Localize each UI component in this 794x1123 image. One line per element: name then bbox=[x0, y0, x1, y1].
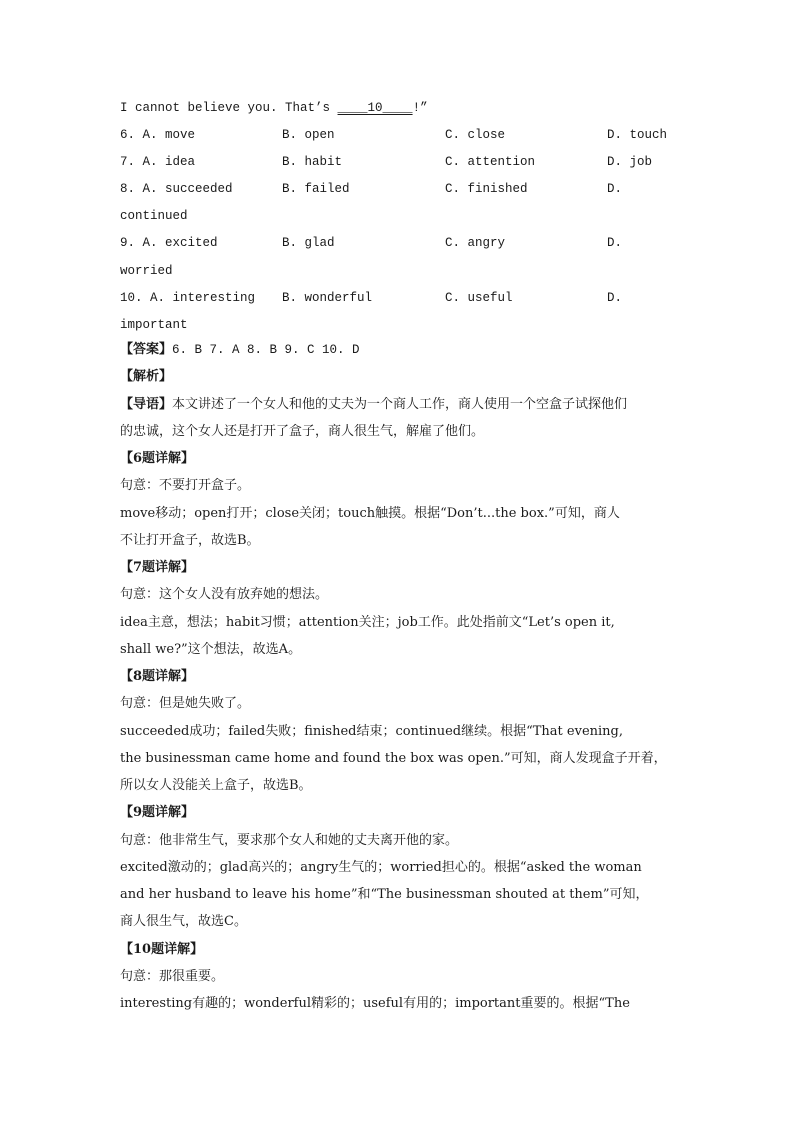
option-d: D. touch bbox=[607, 128, 668, 142]
answer-label: 【答案】 bbox=[120, 342, 173, 357]
guide-line-2: 的忠诚，这个女人还是打开了盒子，商人很生气，解雇了他们。 bbox=[120, 424, 485, 439]
answer-text: 6. B 7. A 8. B 9. C 10. D bbox=[172, 343, 360, 357]
q10-title: 【10题详解】 bbox=[120, 942, 204, 957]
option-b: B. failed bbox=[282, 182, 350, 196]
option-d: D. bbox=[607, 236, 623, 250]
q6-line-1: move移动；open打开；close关闭；touch触摸。根据“Don’t...the box.”可知，商人 bbox=[120, 506, 620, 521]
option-d: D. bbox=[607, 291, 623, 305]
q7-line-2: shall we?”这个想法，故选A。 bbox=[120, 642, 302, 657]
guide-text-1: 本文讲述了一个女人和他的丈夫为一个商人工作，商人使用一个空盒子试探他们 bbox=[172, 397, 628, 412]
option-c: C. attention bbox=[445, 155, 536, 169]
option-d-wrap: continued bbox=[120, 209, 188, 223]
q7-title: 【7题详解】 bbox=[120, 560, 195, 575]
answer-line bbox=[120, 342, 360, 358]
option-b: B. habit bbox=[282, 155, 343, 169]
guide-label: 【导语】 bbox=[120, 397, 173, 412]
option-a: 7. A. idea bbox=[120, 155, 196, 169]
option-d: D. job bbox=[607, 155, 653, 169]
option-a: 10. A. interesting bbox=[120, 291, 256, 305]
analysis-label: 【解析】 bbox=[120, 369, 173, 384]
q7-meaning: 句意：这个女人没有放弃她的想法。 bbox=[120, 587, 329, 602]
q7-line-1: idea主意，想法；habit习惯；attention关注；job工作。此处指前文“Let’s open it, bbox=[120, 615, 615, 630]
option-a: 9. A. excited bbox=[120, 236, 218, 250]
option-b: B. open bbox=[282, 128, 335, 142]
option-a: 6. A. move bbox=[120, 128, 196, 142]
q10-meaning: 句意：那很重要。 bbox=[120, 969, 225, 984]
option-c: C. finished bbox=[445, 182, 528, 196]
option-b: B. glad bbox=[282, 236, 335, 250]
option-d: D. bbox=[607, 182, 623, 196]
q8-line-1: succeeded成功；failed失败；finished结束；continued继续。根据“That evening, bbox=[120, 724, 623, 739]
q9-meaning: 句意：他非常生气，要求那个女人和她的丈夫离开他的家。 bbox=[120, 833, 459, 848]
guide-line-1 bbox=[120, 397, 627, 413]
answer-blank-10: ____10____ bbox=[337, 101, 413, 115]
q9-line-3: 商人很生气，故选C。 bbox=[120, 914, 247, 929]
option-d-wrap: important bbox=[120, 318, 188, 332]
q6-line-2: 不让打开盒子，故选B。 bbox=[120, 533, 260, 548]
q8-title: 【8题详解】 bbox=[120, 669, 195, 684]
option-c: C. useful bbox=[445, 291, 513, 305]
q10-line-1: interesting有趣的；wonderful精彩的；useful有用的；important重要的。根据“The bbox=[120, 996, 630, 1011]
option-a: 8. A. succeeded bbox=[120, 182, 233, 196]
q6-meaning: 句意：不要打开盒子。 bbox=[120, 478, 251, 493]
q8-line-2: the businessman came home and found the box was open.”可知，商人发现盒子开着， bbox=[120, 751, 667, 766]
q8-meaning: 句意：但是她失败了。 bbox=[120, 696, 251, 711]
q9-line-1: excited激动的；glad高兴的；angry生气的；worried担心的。根据“asked the woman bbox=[120, 860, 642, 875]
q9-title: 【9题详解】 bbox=[120, 805, 195, 820]
intro-suffix: !” bbox=[412, 101, 428, 115]
intro-prefix: I cannot believe you. That’s bbox=[120, 101, 338, 115]
q9-line-2: and her husband to leave his home”和“The businessman shouted at them”可知， bbox=[120, 887, 649, 902]
option-d-wrap: worried bbox=[120, 264, 173, 278]
option-b: B. wonderful bbox=[282, 291, 373, 305]
intro-line bbox=[120, 100, 428, 116]
option-c: C. angry bbox=[445, 236, 506, 250]
q8-line-3: 所以女人没能关上盒子，故选B。 bbox=[120, 778, 312, 793]
option-c: C. close bbox=[445, 128, 506, 142]
q6-title: 【6题详解】 bbox=[120, 451, 195, 466]
